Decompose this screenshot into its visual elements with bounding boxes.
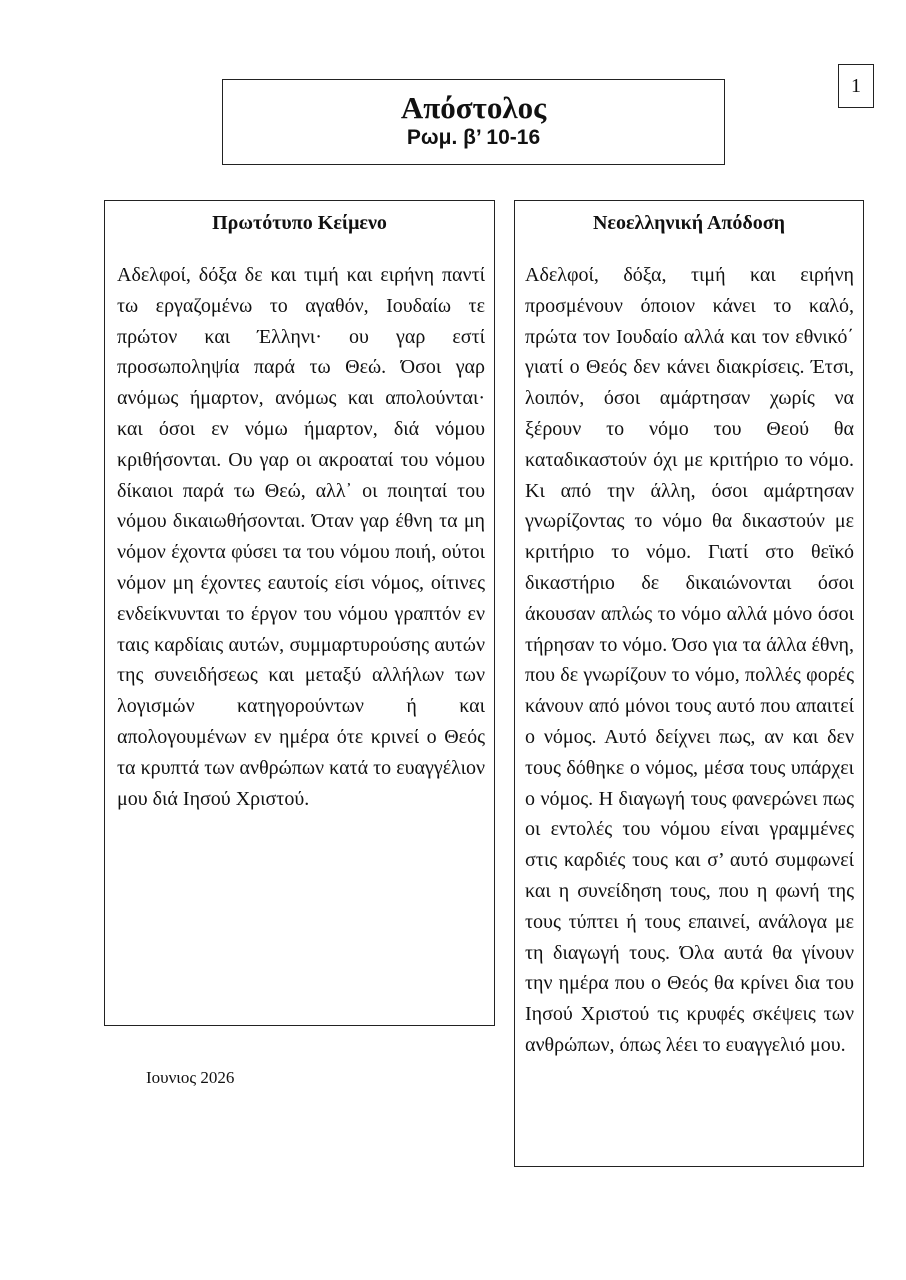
page-number: 1: [838, 64, 874, 108]
original-text-column: [104, 200, 495, 1026]
scripture-reference: Ρωμ. β’ 10-16: [406, 126, 541, 149]
modern-translation-column: [514, 200, 864, 1167]
footer-date: Ιουνιος 2026: [146, 1068, 235, 1087]
original-text-body: Αδελφοί, δόξα δε και τιμή και ειρήνη παντί τω εργαζομένω το αγαθόν, Ιουδαίω τε πρώτον και Έλληνι· ου γαρ εστί προσωποληψία παρά τω Θεώ. Όσοι γαρ ανόμως ήμαρτον, ανόμως και απολούνται· και όσοι εν νόμω ήμαρτον, διά νόμου κριθήσονται. Ου γαρ οι ακροαταί του νόμου δίκαιοι παρά τω Θεώ, αλλ᾽ οι ποιηταί του νόμου δικαιωθήσονται. Όταν γαρ έθνη τα μη νόμον έχοντα φύσει τα του νόμου ποιή, ούτοι νόμον μη έχοντες εαυτοίς είσι νόμος, οίτινες ενδείκνυνται το έργον του νόμου γραπτόν εν ταις καρδίαις αυτών, συμμαρτυρούσης αυτών της συνειδήσεως και μεταξύ αλλήλων των λογισμών κατηγορούντων ή και απολογουμένων εν ημέρα ότε κρινεί ο Θεός τα κρυπτά των ανθρώπων κατά το ευαγγέλιον μου διά Ιησού Χριστού.: [117, 264, 485, 810]
modern-translation-heading: Νεοελληνική Απόδοση: [592, 212, 786, 234]
title-box: [222, 79, 725, 165]
modern-translation-body: Αδελφοί, δόξα, τιμή και ειρήνη προσμένουν όποιον κάνει το καλό, πρώτα τον Ιουδαίο αλλά και τον εθνικό΄ γιατί ο Θεός δεν κάνει διακρίσεις. Έτσι, λοιπόν, όσοι αμάρτησαν χωρίς να ξέρουν το νόμο του Θεού θα καταδικαστούν όχι με κριτήριο το νόμο. Κι από την άλλη, όσοι αμάρτησαν γνωρίζοντας το νόμο θα δικαστούν με κριτήριο το νόμο. Γιατί στο θεϊκό δικαστήριο δε δικαιώνονται όσοι άκουσαν απλώς το νόμο αλλά μόνο όσοι τήρησαν το νόμο. Όσο για τα άλλα έθνη, που δε γνωρίζουν το νόμο, πολλές φορές κάνουν από μόνοι τους αυτό που απαιτεί ο νόμος. Αυτό δείχνει πως, αν και δεν τους δόθηκε ο νόμος, μέσα τους υπάρχει ο νόμος. Η διαγωγή τους φανερώνει πως οι εντολές του νόμου είναι γραμμένες στις καρδιές τους και σ’ αυτό συμφωνεί και η συνείδηση τους, που η φωνή της τους τύπτει ή τους επαινεί, ανάλογα με τη διαγωγή τους. Όλα αυτά θα γίνουν την ημέρα που ο Θεός θα κρίνει δια του Ιησού Χριστού τις κρυφές σκέψεις των ανθρώπων, όπως λέει το ευαγγελιό μου.: [525, 264, 854, 1056]
page-title: Απόστολος: [400, 90, 547, 125]
original-text-heading: Πρωτότυπο Κείμενο: [212, 212, 387, 234]
